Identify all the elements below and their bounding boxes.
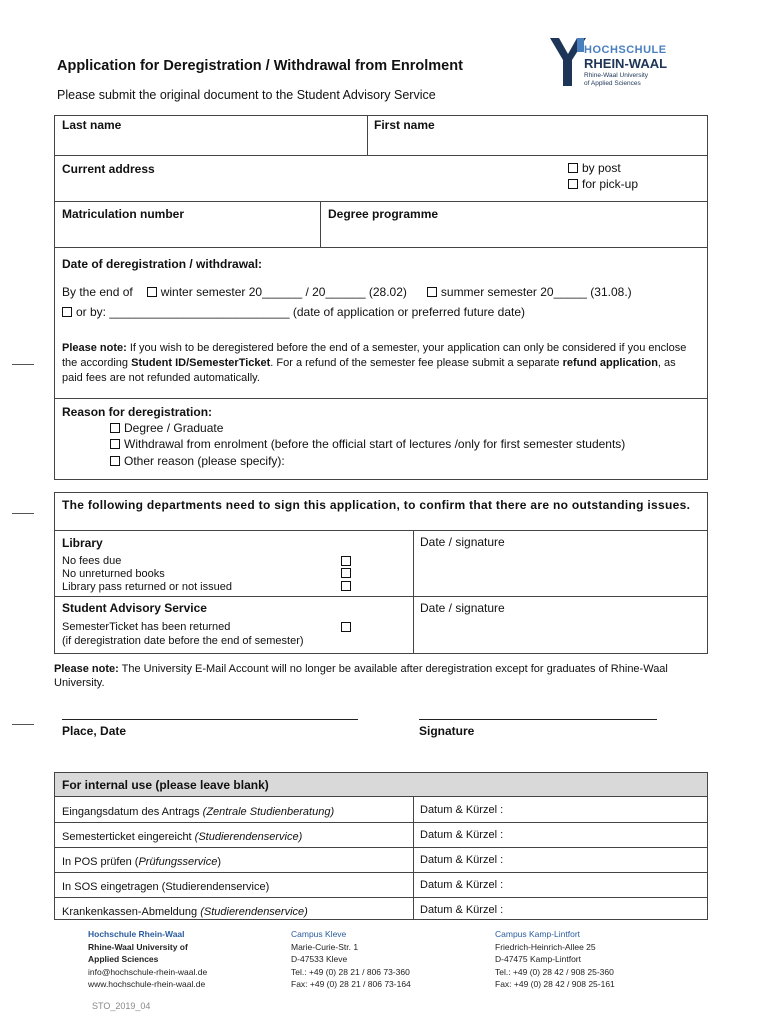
library-books-checkbox[interactable]: [341, 568, 351, 578]
row-text: Krankenkassen-Abmeldung: [62, 906, 201, 918]
row-dept: Prüfungsservice: [138, 856, 218, 868]
summer-semester-label: summer semester 20_____ (31.08.): [440, 285, 632, 299]
margin-mark: [12, 724, 34, 725]
note-bold: refund application: [562, 357, 658, 369]
internal-row-2-date: Datum & Kürzel :: [420, 829, 504, 841]
footer-line: Campus Kleve: [291, 929, 347, 939]
logo-line3: Rhine-Waal University: [584, 72, 649, 79]
divider: [54, 822, 708, 823]
footer-line: Hochschule Rhein-Waal: [88, 929, 185, 939]
reason-graduate-label: Degree / Graduate: [124, 421, 224, 435]
footer-university: [88, 928, 207, 991]
reason-other-checkbox[interactable]: [110, 456, 120, 466]
signature-label: Signature: [419, 724, 475, 738]
footer-line: Friedrich-Heinrich-Allee 25: [495, 941, 596, 952]
advisory-item: SemesterTicket has been returned: [62, 621, 231, 633]
first-name-label: First name: [374, 118, 435, 132]
footer-line: Tel.: +49 (0) 28 42 / 908 25-360: [495, 966, 614, 977]
footer-web-link[interactable]: www.hochschule-rhein-waal.de: [88, 979, 206, 989]
footer-line: Campus Kamp-Lintfort: [495, 929, 581, 939]
advisory-date-signature: Date / signature: [420, 601, 505, 615]
footer-line: D-47533 Kleve: [291, 954, 348, 964]
place-date-line[interactable]: [62, 719, 358, 720]
divider: [320, 201, 321, 247]
semesterticket-checkbox[interactable]: [341, 622, 351, 632]
internal-row-2: [62, 831, 302, 843]
internal-row-5: [62, 906, 308, 918]
margin-mark: [12, 364, 34, 365]
internal-row-3: [62, 856, 221, 868]
or-by-label: or by: ___________________________ (date of application or preferred future date): [76, 305, 526, 319]
footer-line: Rhine-Waal University of: [88, 941, 188, 952]
margin-mark: [12, 513, 34, 514]
by-end-of-label: By the end of: [62, 285, 133, 299]
page-subtitle: Please submit the original document to the Student Advisory Service: [57, 88, 436, 102]
logo-line1: HOCHSCHULE: [584, 44, 667, 56]
note-text: , as paid fees are not refunded automatically.: [62, 357, 676, 384]
reason-other-label: Other reason (please specify):: [124, 454, 285, 468]
page-title: Application for Deregistration / Withdrawal from Enrolment: [57, 58, 463, 74]
row-dept: (Zentrale Studienberatung): [202, 806, 335, 818]
departments-heading: The following departments need to sign this application, to confirm that there are no outstanding issues.: [62, 498, 691, 512]
reason-withdrawal-label: Withdrawal from enrolment (before the official start of lectures /only for first semester students): [124, 437, 626, 451]
deregistration-date-heading: Date of deregistration / withdrawal:: [62, 257, 263, 271]
library-pass-checkbox[interactable]: [341, 581, 351, 591]
divider: [413, 797, 414, 920]
email-note-label: Please note:: [54, 663, 119, 675]
logo-mark-icon: [550, 38, 586, 86]
footer-campus-kamp-lintfort: [495, 928, 615, 991]
by-post-checkbox[interactable]: [568, 163, 578, 173]
row-dept: (Studierendenservice): [194, 831, 303, 843]
reason-option-withdrawal[interactable]: [110, 437, 625, 451]
end-of-semester-row: [62, 285, 632, 299]
internal-row-4: [62, 881, 269, 893]
matriculation-label: Matriculation number: [62, 207, 185, 221]
row-text: ): [217, 856, 221, 868]
divider: [54, 155, 708, 156]
divider: [54, 247, 708, 248]
by-post-label: by post: [582, 161, 621, 175]
divider: [54, 530, 708, 531]
divider: [54, 201, 708, 202]
for-pickup-checkbox[interactable]: [568, 179, 578, 189]
divider: [413, 530, 414, 654]
note-text: If you wish to be deregistered before the end of a semester, your application can only be considered if you enclose the according: [62, 342, 687, 369]
library-fees-checkbox[interactable]: [341, 556, 351, 566]
reason-withdrawal-checkbox[interactable]: [110, 439, 120, 449]
row-text: In SOS eingetragen (Studierendenservice): [62, 881, 270, 893]
library-item: No unreturned books: [62, 568, 165, 580]
reason-heading: Reason for deregistration:: [62, 405, 213, 419]
by-post-option[interactable]: [568, 161, 621, 175]
advisory-item: (if deregistration date before the end of semester): [62, 635, 304, 647]
footer-line: Fax: +49 (0) 28 42 / 908 25-161: [495, 979, 615, 989]
note-bold: Student ID/SemesterTicket: [131, 357, 271, 369]
footer-line: Marie-Curie-Str. 1: [291, 941, 359, 952]
current-address-label: Current address: [62, 162, 155, 176]
internal-row-5-date: Datum & Kürzel :: [420, 904, 504, 916]
winter-semester-label: winter semester 20______ / 20______ (28.02): [160, 285, 407, 299]
divider: [54, 897, 708, 898]
for-pickup-label: for pick-up: [582, 177, 639, 191]
or-by-row: [62, 305, 525, 319]
row-text: Eingangsdatum des Antrags: [62, 806, 203, 818]
summer-semester-checkbox[interactable]: [427, 287, 437, 297]
footer-line: D-47475 Kamp-Lintfort: [495, 954, 581, 964]
university-logo: [548, 36, 728, 98]
divider: [54, 596, 708, 597]
library-item: Library pass returned or not issued: [62, 581, 232, 593]
divider: [54, 398, 708, 399]
footer-line: Applied Sciences: [88, 954, 159, 964]
divider: [54, 872, 708, 873]
internal-row-4-date: Datum & Kürzel :: [420, 879, 504, 891]
footer-campus-kleve: [291, 928, 411, 991]
row-text: In POS prüfen (: [62, 856, 139, 868]
last-name-label: Last name: [62, 118, 122, 132]
reason-option-graduate[interactable]: [110, 421, 223, 435]
degree-label: Degree programme: [328, 207, 439, 221]
row-text: Semesterticket eingereicht: [62, 831, 195, 843]
logo-line2: RHEIN-WAAL: [584, 56, 668, 71]
deregistration-note: [62, 341, 692, 386]
footer-line: Tel.: +49 (0) 28 21 / 806 73-360: [291, 966, 410, 977]
document-code: STO_2019_04: [92, 1001, 151, 1011]
row-dept: (Studierendenservice): [200, 906, 308, 918]
library-date-signature: Date / signature: [420, 535, 505, 549]
divider: [367, 115, 368, 155]
place-date-label: Place, Date: [62, 724, 127, 738]
note-text: . For a refund of the semester fee please submit a separate: [270, 357, 563, 369]
winter-semester-checkbox[interactable]: [147, 287, 157, 297]
advisory-title: Student Advisory Service: [62, 601, 207, 615]
footer-line: Fax: +49 (0) 28 21 / 806 73-164: [291, 979, 411, 989]
internal-row-3-date: Datum & Kürzel :: [420, 854, 504, 866]
internal-row-1-date: Datum & Kürzel :: [420, 804, 504, 816]
library-title: Library: [62, 536, 103, 550]
logo-line4: of Applied Sciences: [584, 80, 641, 87]
signature-line[interactable]: [419, 719, 657, 720]
for-pickup-option[interactable]: [568, 177, 638, 191]
note-label: Please note:: [62, 342, 127, 354]
internal-use-heading: For internal use (please leave blank): [62, 778, 269, 792]
reason-graduate-checkbox[interactable]: [110, 423, 120, 433]
internal-row-1: [62, 806, 334, 818]
divider: [54, 847, 708, 848]
or-by-checkbox[interactable]: [62, 307, 72, 317]
reason-option-other[interactable]: [110, 454, 285, 468]
email-note: [54, 662, 704, 690]
library-item: No fees due: [62, 555, 122, 567]
email-note-text: The University E-Mail Account will no longer be available after deregistration except for graduates of Rhine-Waal University.: [54, 663, 668, 689]
footer-email-link[interactable]: info@hochschule-rhein-waal.de: [88, 966, 208, 977]
